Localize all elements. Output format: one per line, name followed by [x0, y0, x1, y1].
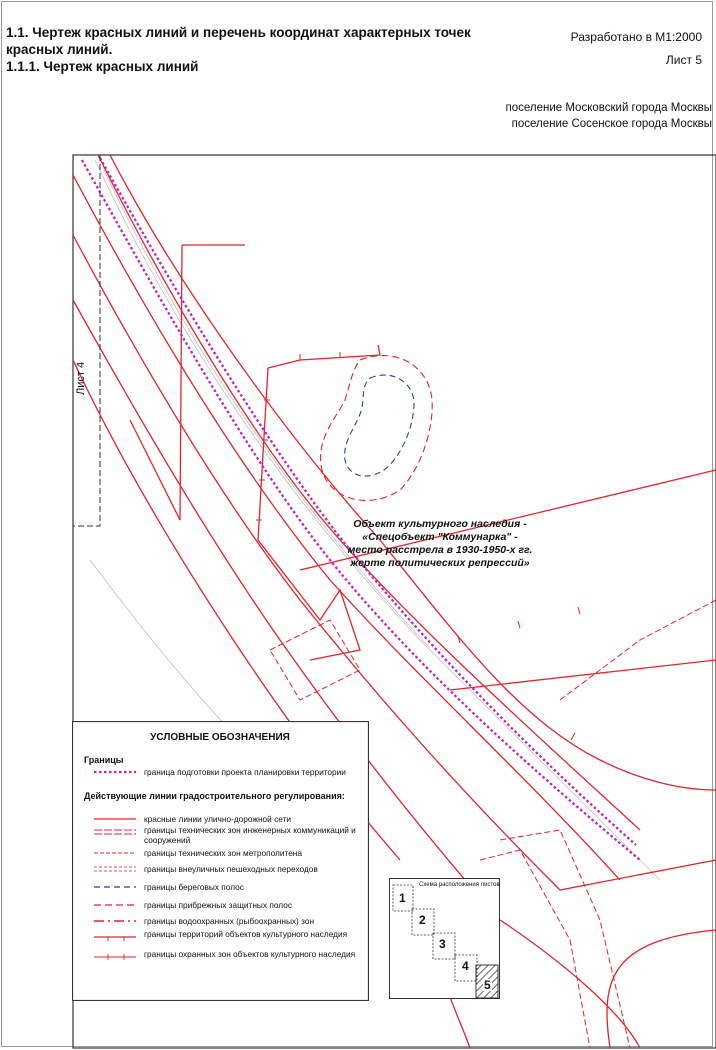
inset-sheet-5: 5 — [484, 978, 491, 992]
inset-sheet-1: 1 — [399, 891, 406, 905]
legend-planning-boundary: граница подготовки проекта планировки территории — [144, 767, 346, 777]
legend-shore: границы береговых полос — [144, 882, 244, 892]
title-line-3: 1.1.1. Чертеж красных линий — [6, 59, 199, 74]
adjacent-sheet-label: Лист 4 — [75, 361, 87, 395]
title-line-1: 1.1. Чертеж красных линий и перечень координат характерных точек — [6, 25, 471, 40]
legend-heritage-protect: границы охранных зон объектов культурного наследия — [144, 949, 356, 959]
inset-title: Схема расположения листов — [419, 882, 500, 888]
object-label-line-1: Объект культурного наследия - — [353, 518, 527, 530]
object-label-line-3: место расстрела в 1930-1950-х гг. — [347, 544, 533, 556]
legend-heritage: границы территорий объектов культурного наследия — [144, 929, 348, 939]
inset-sheet-4: 4 — [462, 959, 469, 973]
title-line-2: красных линий. — [6, 42, 113, 57]
legend-crossings: границы внеуличных пешеходных переходов — [144, 864, 318, 874]
legend-section-borders: Границы — [84, 755, 124, 765]
legend-title: УСЛОВНЫЕ ОБОЗНАЧЕНИЯ — [150, 732, 290, 743]
scale-label: Разработано в М1:2000 — [570, 30, 702, 44]
legend-border — [72, 721, 369, 1001]
heritage-object-label — [330, 518, 550, 570]
legend-metro-zones: границы технических зон метрополитена — [144, 848, 303, 858]
object-label-line-2: «Спецобъект "Коммунарка" - — [362, 531, 518, 543]
legend-coastal: границы прибрежных защитных полос — [144, 900, 292, 910]
sheet-number: Лист 5 — [665, 53, 702, 67]
legend-red-lines: красные линии улично-дорожной сети — [144, 814, 292, 824]
legend-section-regulation: Действующие линии градостроительного регулирования: — [84, 791, 345, 801]
settlement-sosenskoe: поселение Сосенское города Москвы — [511, 118, 712, 130]
settlement-moskovsky: поселение Московский города Москвы — [505, 102, 712, 114]
shore-line-boundary — [345, 375, 414, 476]
object-label-line-4: жерте политических репрессий» — [350, 557, 530, 569]
legend-water-zone: границы водоохранных (рыбоохранных) зон — [144, 916, 315, 926]
sheet-layout-inset — [389, 878, 500, 999]
inset-sheet-3: 3 — [439, 937, 446, 951]
inset-sheet-2: 2 — [419, 913, 426, 927]
legend-tech-zones: границы технических зон инженерных коммуникаций и сооружений — [144, 825, 356, 845]
coastal-protection-boundary — [321, 356, 433, 501]
